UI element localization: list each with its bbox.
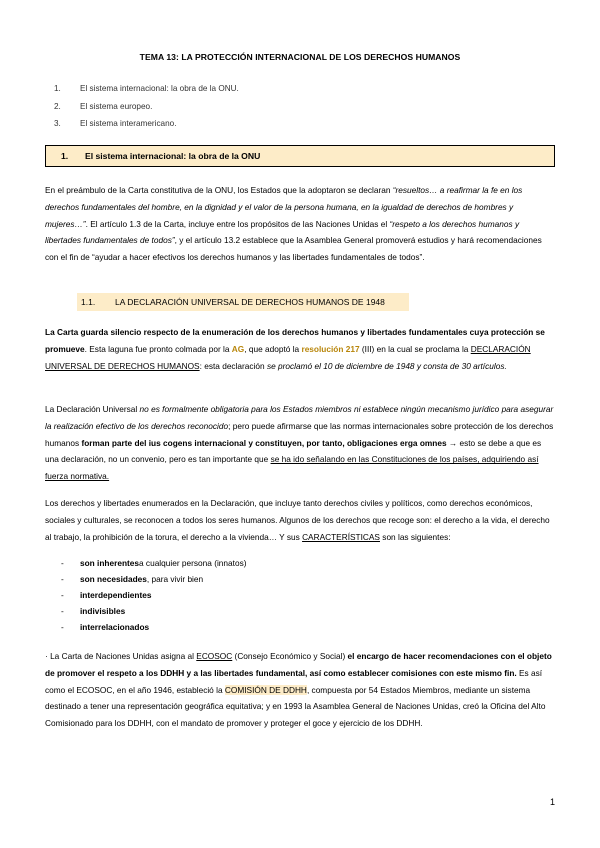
- text-run: Es así como el ECOSOC, en el año 1946, estableció la: [45, 667, 543, 695]
- bullet-dash: -: [61, 574, 64, 584]
- page-number: 1: [549, 797, 555, 807]
- text-run: . Esta laguna fue pronto colmada por la: [84, 343, 232, 354]
- characteristics-list: [61, 555, 246, 635]
- text-run: forman parte del ius cogens internacional y constituyen, por tanto, obligaciones erga omnes: [81, 437, 447, 448]
- text-run: (III) en la cual se proclama la: [359, 343, 471, 354]
- text-run: . El artículo 1.3 de la Carta, incluye entre los propósitos de las Naciones Unidas el: [85, 218, 390, 229]
- toc-item-label: El sistema interamericano.: [80, 119, 177, 129]
- subsection-title: LA DECLARACIÓN UNIVERSAL DE DERECHOS HUMANOS DE 1948: [115, 297, 385, 307]
- toc-item-number: 1.: [54, 84, 61, 94]
- list-item: [61, 555, 246, 571]
- list-item-term: son necesidades: [80, 574, 147, 584]
- paragraph-preamble: [45, 182, 555, 266]
- list-item: [61, 587, 246, 603]
- bullet-dash: -: [61, 590, 64, 600]
- toc-item-label: El sistema europeo.: [80, 101, 153, 111]
- text-run: → esto se debe a que es una declaración, no un convenio, pero es tan importante que: [45, 437, 542, 465]
- highlight-resolution: resolución 217: [301, 343, 360, 354]
- text-run: La Declaración Universal: [45, 404, 140, 414]
- toc-item-number: 3.: [54, 119, 61, 129]
- quote-article: “respeto a los derechos humanos y libertades fundamentales de todos”: [45, 218, 520, 246]
- text-run: , y el artículo 13.2 establece que la Asamblea General promoverá estudios y hará recomendaciones con el fin de “ayudar a hacer efectivos los derechos humanos y las libertades fundamentales de todos”.: [45, 235, 542, 263]
- text-run: , que adoptó la: [244, 343, 302, 354]
- paragraph-rights: [45, 495, 555, 545]
- toc-item-number: 2.: [54, 101, 61, 111]
- list-item-term: indivisibles: [80, 606, 126, 616]
- underlined-term: ECOSOC: [196, 651, 233, 661]
- text-run: el encargo de hacer recomendaciones con el objeto de promover el respeto a los DDHH y a las libertades fundamental, así como establecer comisiones con este mismo fin.: [45, 651, 552, 678]
- underlined-term: DECLARACIÓN UNIVERSAL DE DERECHOS HUMANOS: [45, 343, 531, 371]
- highlight-commission: COMISIÓN DE DDHH: [224, 684, 307, 695]
- list-item: [61, 571, 246, 587]
- section-title: El sistema internacional: la obra de la ONU: [85, 151, 261, 161]
- text-run: La Carta guarda silencio respecto de la enumeración de los derechos humanos y libertades fundamentales cuya protección se promueve: [45, 327, 545, 354]
- text-run: : esta declaración: [199, 360, 267, 371]
- table-of-contents: [54, 80, 239, 133]
- text-run: (Consejo Económico y Social): [232, 651, 348, 661]
- bullet-dash: -: [61, 558, 64, 568]
- text-run: Los derechos y libertades enumerados en la Declaración, que incluye tanto derechos civiles y políticos, como derechos económicos, sociales y culturales, se reconocen a todos los seres humanos. Algunos de los derechos que recoge son: el derecho a la vida, el derecho al trabajo, la prohibición de la torura, el derecho a la vivienda… Y sus: [45, 498, 550, 542]
- text-run: son las siguientes:: [379, 531, 451, 542]
- list-item-rest: a cualquier persona (innatos): [139, 558, 247, 568]
- underlined-text: se ha ido señalando en las Constituciones de los países, adquiriendo así fuerza normativa.: [45, 454, 539, 482]
- bullet-dash: -: [61, 606, 64, 616]
- text-run: ; pero puede afirmarse que las normas internacionales sobre protección de los derechos humanos: [45, 420, 554, 448]
- paragraph-declaration: [45, 324, 555, 374]
- document-title: TEMA 13: LA PROTECCIÓN INTERNACIONAL DE LOS DERECHOS HUMANOS: [139, 52, 461, 62]
- toc-item: [54, 80, 239, 98]
- text-run: se proclamó el 10 de diciembre de 1948 y consta de 30 artículos.: [266, 360, 507, 371]
- paragraph-ecosoc: [45, 648, 555, 732]
- text-run: · La Carta de Naciones Unidas asigna al: [45, 651, 197, 661]
- subsection-number: 1.1.: [81, 297, 96, 307]
- underlined-term: CARACTERÍSTICAS: [302, 531, 380, 542]
- list-item: [61, 619, 246, 635]
- toc-item-label: El sistema internacional: la obra de la ONU.: [80, 84, 239, 94]
- highlight-ag: AG: [231, 343, 245, 354]
- list-item-term: son inherentes: [80, 558, 140, 568]
- section-heading: [45, 145, 555, 167]
- text-run: En el preámbulo de la Carta constitutiva de la ONU, los Estados que la adoptaron se declaran: [45, 185, 393, 195]
- text-run: , compuesta por 54 Estados Miembros, mediante un sistema destinado a tener una representación geográfica equitativa; y en 1993 la Asamblea General de Naciones Unidas, creó la Oficina del Alto Comisionado para los DDHH, con el mandato de promover y proteger el goce y ejercicio de los DDHH.: [45, 684, 546, 729]
- section-number: 1.: [61, 151, 69, 161]
- list-item-term: interrelacionados: [80, 622, 150, 632]
- quote-preamble: “resueltos… a reafirmar la fe en los derechos fundamentales del hombre, en la dignidad y el valor de la persona humana, en la igualdad de derechos de hombres y mujeres…”: [45, 185, 523, 229]
- bullet-dash: -: [61, 622, 64, 632]
- text-run: no es formalmente obligatoria para los Estados miembros ni establece ningún mecanismo jurídico para asegurar la realización efectivo de los derechos reconocido: [45, 404, 554, 431]
- list-item-term: interdependientes: [80, 590, 152, 600]
- toc-item: [54, 115, 239, 133]
- list-item-rest: , para vivir bien: [146, 574, 204, 584]
- paragraph-legal-status: [45, 401, 555, 485]
- subsection-heading: [77, 293, 409, 311]
- list-item: [61, 603, 246, 619]
- toc-item: [54, 98, 239, 116]
